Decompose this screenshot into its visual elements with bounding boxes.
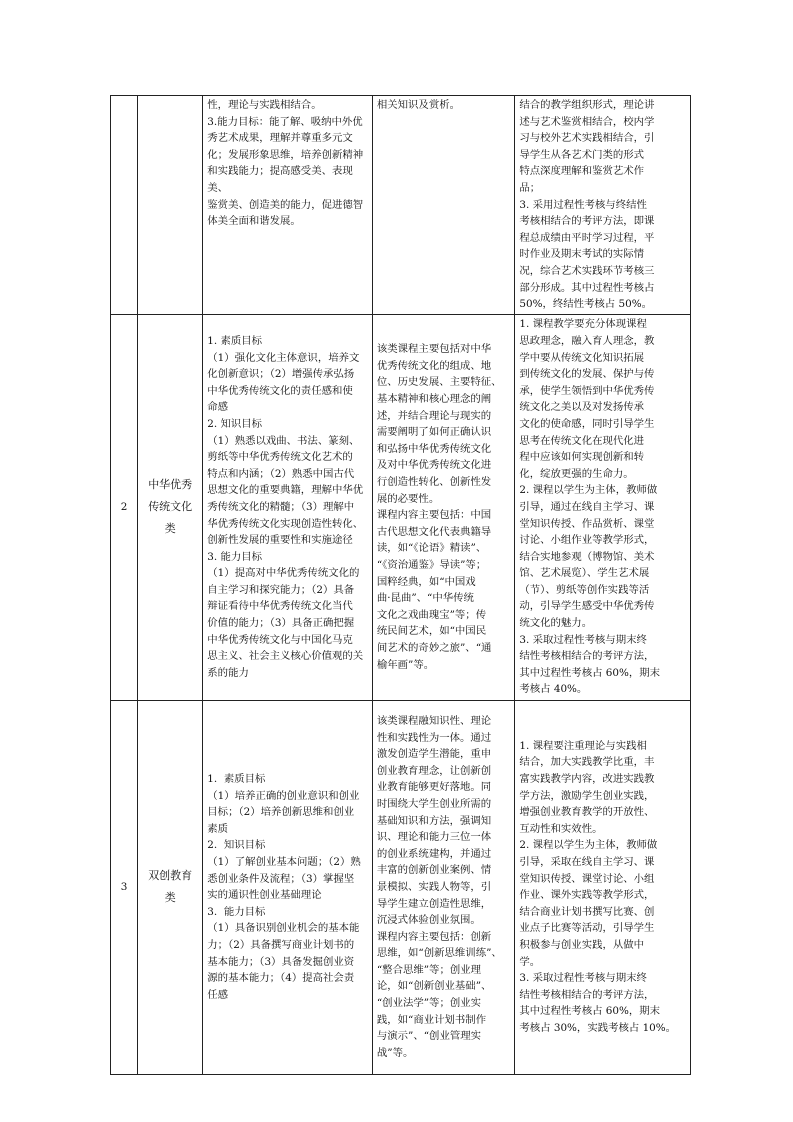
text-line: 3. 采取过程性考核与期末终 — [519, 633, 647, 646]
course-goals-cell — [203, 96, 373, 315]
text-line: 到传统文化的发展、保护与传 — [519, 368, 655, 381]
text-line: （节）、剪纸等创作实践等活 — [519, 583, 650, 596]
text-line: 力；（2）具备撰写商业计划书的 — [207, 939, 355, 951]
course-goals-cell — [203, 700, 373, 1074]
text-line: 品； — [519, 181, 541, 194]
text-line: 富实践教学内容，改进实践教 — [519, 773, 655, 786]
text-line: 辩证看待中华优秀传统文化当代 — [207, 600, 353, 613]
text-line: 增强创业教育教学的开放性、 — [519, 806, 655, 819]
text-line: 践，如“商业计划书制作 — [376, 1013, 487, 1026]
row-number: 3 — [120, 880, 128, 893]
text-line: 结合的教学组织形式，理论讲 — [519, 99, 655, 111]
text-line: 业教育能够更好落地。同 — [376, 781, 492, 794]
text-line: 文化之戏曲瑰宝”等；传 — [376, 608, 487, 621]
text-line: 3. 采取过程性考核与期末终 — [519, 972, 647, 985]
text-line: 结合，加大实践教学比重，丰 — [519, 756, 655, 769]
text-line: 结合实地参观（博物馆、美术 — [519, 550, 655, 563]
course-category-cell — [138, 96, 203, 315]
table-row — [111, 314, 691, 700]
text-line: 互动性和实效性。 — [519, 822, 603, 835]
text-line: 秀艺术成果，理解并尊重多元文 — [207, 132, 353, 145]
text-line: 时作业及期末考试的实际情 — [519, 248, 645, 261]
text-line: 1. 课程教学要充分体现课程 — [519, 318, 647, 331]
text-line: 1. 课程要注重理论与实践相 — [519, 739, 647, 752]
text-line: 3. 能力目标 — [207, 905, 266, 918]
text-line: 榆年画”等。 — [376, 658, 435, 671]
text-line: 性，理论与实践相结合。 — [207, 99, 322, 111]
text-line: 习与校外艺术实践相结合，引 — [519, 132, 655, 145]
teaching-requirements-cell — [515, 700, 691, 1074]
text-line: 的创业系统建构，并通过 — [376, 847, 492, 860]
text-line: 和实践能力；提高感受美、表现美、 — [207, 165, 353, 194]
text-line: 1. 素质目标 — [207, 334, 263, 347]
text-line: 化创新意识；（2）增强传承弘扬 — [207, 368, 355, 381]
text-line: 中华优秀传统文化的责任感和使 — [207, 384, 353, 397]
text-line: 战”等。 — [376, 1046, 414, 1059]
course-content-cell — [372, 314, 514, 700]
text-line: 和弘扬中华优秀传统文化 — [376, 442, 492, 455]
text-line: 其中过程性考核占 60%，期末 — [519, 666, 661, 679]
text-line: 基本能力；（3）具备发掘创业资 — [207, 955, 355, 968]
text-line: 2. 课程以学生为主体，教师做 — [519, 484, 658, 497]
text-line: 统文化的魅力。 — [519, 617, 593, 630]
table-row — [111, 96, 691, 315]
text-line: 鉴赏美、创造美的能力，促进德智 — [207, 198, 364, 211]
text-line: 实的通识性创业基础理论 — [207, 889, 322, 902]
text-line: 任感 — [207, 988, 229, 1001]
text-line: 50%，终结性考核占 50%。 — [519, 298, 652, 311]
text-line: 述，并结合理论与现实的 — [376, 409, 492, 422]
text-line: （1）具备识别创业机会的基本能 — [207, 922, 360, 935]
text-line: 展的必要性。 — [376, 492, 440, 505]
text-line: 该类课程融知识性、理论 — [376, 714, 492, 727]
text-line: 沉浸式体验创业氛围。 — [376, 914, 481, 927]
text-line: 与演示”、“创业管理实 — [376, 1030, 482, 1043]
table-row — [111, 700, 691, 1074]
text-line: 结合商业计划书撰写比赛、创 — [519, 905, 655, 918]
text-line: 考核占 30%，实践考核占 10%。 — [519, 1021, 677, 1034]
teaching-requirements-cell — [515, 314, 691, 700]
text-line: 1. 素质目标 — [207, 773, 266, 786]
text-line: 位、历史发展、主要特征、 — [376, 376, 502, 389]
text-line: 课程内容主要包括：中国 — [376, 509, 492, 522]
text-line: 需要阐明了如何正确认识 — [376, 426, 492, 439]
teaching-requirements-cell — [515, 96, 691, 315]
text-line: 源的基本能力；（4）提高社会责 — [207, 972, 355, 985]
text-line: 统文化之美以及对发扬传承 — [519, 401, 645, 414]
text-line: 素质 — [207, 822, 229, 835]
text-line: 学中要从传统文化知识拓展 — [519, 351, 645, 364]
text-line: 剪纸等中华优秀传统文化艺术的 — [207, 451, 353, 464]
course-category: 双创教育类 — [148, 869, 193, 905]
text-line: 丰富的创新创业案例、情 — [376, 864, 492, 877]
text-line: 3.能力目标：能了解、吸纳中外优 — [207, 115, 363, 128]
text-line: 程中应该如何实现创新和转 — [519, 451, 645, 464]
text-line: 考核相结合的考评方法，即课 — [519, 215, 655, 228]
text-line: 作业、课外实践等教学形式， — [519, 889, 655, 902]
text-line: 时围绕大学生创业所需的 — [376, 797, 492, 810]
text-line: 景模拟、实践人物等，引 — [376, 880, 492, 893]
text-line: “《资治通鉴》导读”等； — [376, 559, 487, 571]
text-line: 华优秀传统文化实现创造性转化、 — [207, 517, 364, 530]
text-line: 思想文化的重要典籍，理解中华优 — [207, 484, 364, 497]
text-line: 结性考核相结合的考评方法， — [519, 650, 655, 663]
course-goals-cell — [203, 314, 373, 700]
text-line: 间艺术的奇妙之旅”、“通 — [376, 641, 492, 654]
text-line: 读，如“《论语》精读”、 — [376, 542, 487, 555]
text-line: 古代思想文化代表典籍导 — [376, 525, 492, 538]
text-line: 系的能力 — [207, 666, 249, 679]
text-line: 化；发展形象思维，培养创新精神 — [207, 148, 364, 161]
text-line: 秀传统文化的精髓；（3）理解中 — [207, 500, 355, 513]
row-number-cell — [111, 314, 138, 700]
text-line: 馆、艺术展览）、学生艺术展 — [519, 567, 650, 580]
text-line: 思政理念，融入育人理念，教 — [519, 334, 655, 347]
text-line: 述与艺术鉴赏相结合，校内学 — [519, 115, 655, 128]
text-line: 积极参与创业实践，从做中 — [519, 939, 645, 951]
text-line: （1）熟悉以戏曲、书法、篆刻、 — [207, 434, 360, 447]
text-line: （1）了解创业基本问题；（2）熟 — [207, 856, 361, 869]
text-line: 统民间艺术，如“中国民 — [376, 625, 487, 638]
text-line: 思维，如“创新思维训练”、 — [376, 947, 502, 960]
text-line: 创新性发展的重要性和实施途径 — [207, 534, 353, 547]
text-line: 自主学习和探究能力；（2）具备 — [207, 583, 355, 596]
course-category: 中华优秀传统文化类 — [148, 478, 193, 536]
course-content-cell — [372, 700, 514, 1074]
text-line: 思主义、社会主义核心价值观的关 — [207, 650, 364, 663]
text-line: 相关知识及赏析。 — [376, 99, 460, 111]
text-line: 化，绽放更强的生命力。 — [519, 467, 634, 480]
text-line: 国粹经典，如“中国戏 — [376, 575, 476, 588]
text-line: 其中过程性考核占 60%，期末 — [519, 1005, 661, 1018]
text-line: 3. 采用过程性考核与终结性 — [519, 198, 647, 211]
text-line: 学方法，激励学生创业实践， — [519, 789, 655, 802]
text-line: 行创造性转化、创新性发 — [376, 476, 492, 489]
text-line: 激发创造学生潜能，重申 — [376, 748, 492, 761]
text-line: 文化的使命感，同时引导学生 — [519, 417, 655, 430]
text-line: 程总成绩由平时学习过程，平 — [519, 231, 655, 244]
text-line: 引导，采取在线自主学习、课 — [519, 856, 655, 869]
text-line: 引导，通过在线自主学习、课 — [519, 500, 655, 513]
text-line: 业点子比赛等活动，引导学生 — [519, 922, 655, 935]
text-line: 该类课程主要包括对中华 — [376, 343, 492, 356]
curriculum-table — [110, 95, 691, 1075]
text-line: 特点深度理解和鉴赏艺术作 — [519, 165, 645, 178]
text-line: 结性考核相结合的考评方法， — [519, 988, 655, 1001]
text-line: 思考在传统文化在现代化进 — [519, 434, 645, 447]
text-line: 部分形成。其中过程性考核占 — [519, 281, 655, 294]
course-category-cell — [138, 314, 203, 700]
row-number-cell — [111, 700, 138, 1074]
row-number-cell — [111, 96, 138, 315]
text-line: 性和实践性为一体。通过 — [376, 731, 492, 744]
text-line: 导学生从各艺术门类的形式 — [519, 148, 645, 161]
text-line: 2. 课程以学生为主体，教师做 — [519, 839, 658, 852]
text-line: 论，如“创新创业基础”、 — [376, 980, 492, 993]
text-line: 悉创业条件及流程；（3）掌握坚 — [207, 872, 355, 885]
text-line: 创业教育理念，让创新创 — [376, 764, 492, 777]
text-line: 识、理论和能力三位一体 — [376, 831, 492, 844]
text-line: 堂知识传授、课堂讨论、小组 — [519, 872, 655, 885]
text-line: 优秀传统文化的组成、地 — [376, 359, 492, 372]
text-line: 讨论、小组作业等教学形式， — [519, 534, 655, 547]
text-line: 及对中华优秀传统文化进 — [376, 459, 492, 472]
text-line: 2. 知识目标 — [207, 839, 266, 852]
text-line: 中华优秀传统文化与中国化马克 — [207, 633, 353, 646]
text-line: 价值的能力；（3）具备正确把握 — [207, 617, 355, 630]
text-line: 基本精神和核心理念的阐 — [376, 393, 492, 406]
text-line: 动，引导学生感受中华优秀传 — [519, 600, 655, 613]
course-category-cell — [138, 700, 203, 1074]
text-line: 基础知识和方法，强调知 — [376, 814, 492, 827]
text-line: 体美全面和谐发展。 — [207, 215, 301, 228]
text-line: 目标；（2）培养创新思维和创业 — [207, 806, 355, 819]
text-line: 况，综合艺术实践环节考核三 — [519, 264, 655, 277]
text-line: 2. 知识目标 — [207, 417, 263, 430]
text-line: 课程内容主要包括：创新 — [376, 930, 492, 943]
course-content-cell — [372, 96, 514, 315]
text-line: 堂知识传授、作品赏析、课堂 — [519, 517, 655, 530]
text-line: 曲·昆曲”、“中华传统 — [376, 592, 474, 605]
text-line: 承，使学生领悟到中华优秀传 — [519, 384, 655, 397]
text-line: （1）培养正确的创业意识和创业 — [207, 789, 360, 802]
text-line: （1）提高对中华优秀传统文化的 — [207, 567, 360, 580]
text-line: 3. 能力目标 — [207, 550, 263, 563]
text-line: “整合思维”等；创业理 — [376, 963, 482, 976]
row-number: 2 — [120, 500, 128, 513]
text-line: 考核占 40%。 — [519, 683, 588, 696]
text-line: 命感 — [207, 401, 229, 414]
text-line: “创业法学”等；创业实 — [376, 997, 482, 1010]
text-line: 特点和内涵；（2）熟悉中国古代 — [207, 467, 355, 480]
text-line: 学。 — [519, 955, 541, 968]
text-line: 导学生建立创造性思维， — [376, 897, 492, 910]
text-line: （1）强化文化主体意识，培养文 — [207, 351, 360, 364]
